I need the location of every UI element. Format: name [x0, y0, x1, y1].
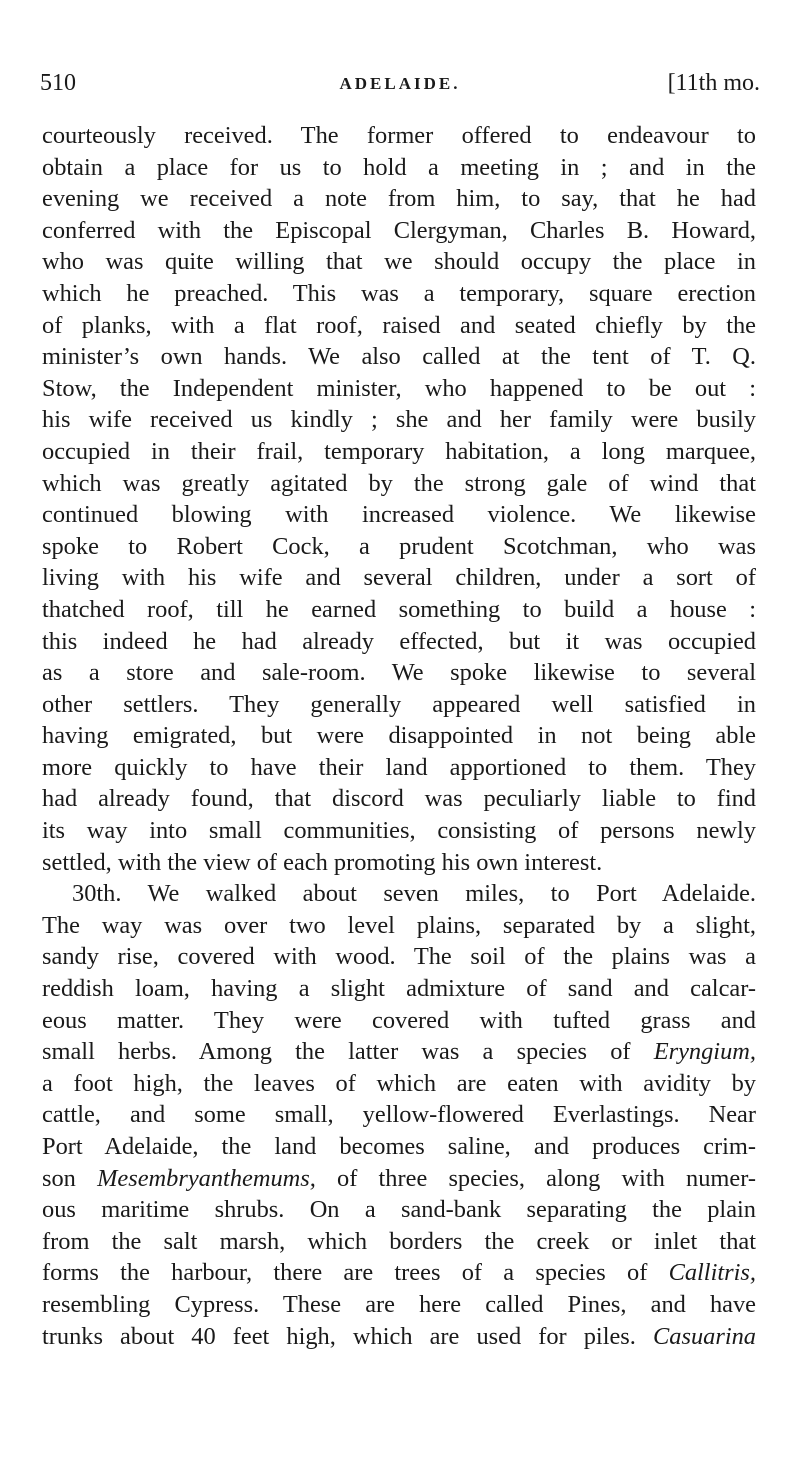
text-line: which he preached. This was a temporary, square erection	[42, 279, 756, 307]
text-run: son	[42, 1164, 98, 1192]
text-line: as a store and sale-room. We spoke likewise to several	[42, 659, 756, 687]
text-line: Port Adelaide, the land becomes saline, and produces crim-	[42, 1133, 756, 1160]
text-line: resembling Cypress. These are here called Pines, and have	[42, 1290, 756, 1318]
text-line: living with his wife and several children, under a sort of	[42, 564, 756, 592]
text-line: obtain a place for us to hold a meeting in ; and in the	[42, 153, 756, 181]
text-run: small herbs. Among the latter was a species of	[42, 1038, 654, 1066]
text-line: having emigrated, but were disappointed in not being able	[42, 722, 756, 750]
text-line: who was quite willing that we should occupy the place in	[42, 248, 756, 276]
text-line: occupied in their frail, temporary habitation, a long marquee,	[42, 437, 756, 465]
italic-term: Casuarina	[652, 1322, 756, 1350]
text-line	[42, 1257, 756, 1289]
text-line: evening we received a note from him, to say, that he had	[42, 185, 756, 213]
page-number: 510	[40, 70, 76, 96]
text-line: Stow, the Independent minister, who happened to be out :	[42, 374, 756, 402]
text-line: spoke to Robert Cock, a prudent Scotchman, who was	[42, 532, 756, 560]
text-line: 30th. We walked about seven miles, to Port Adelaide.	[72, 880, 756, 908]
text-line: this indeed he had already effected, but it was occupied	[42, 627, 756, 655]
text-line: its way into small communities, consisting of persons newly	[42, 817, 756, 845]
text-run: of three species, along with numer-	[315, 1164, 756, 1192]
text-line: reddish loam, having a slight admixture of sand and calcar-	[42, 975, 756, 1003]
text-line: sandy rise, covered with wood. The soil of the plains was a	[42, 943, 756, 971]
italic-term: Eryngium,	[653, 1038, 756, 1066]
text-line: courteously received. The former offered to endeavour to	[42, 122, 756, 149]
body-text	[42, 120, 756, 1352]
text-line: ous maritime shrubs. On a sand-bank separating the plain	[42, 1196, 756, 1224]
text-line	[42, 1163, 756, 1195]
text-run: trunks about 40 feet high, which are used for piles.	[42, 1322, 653, 1350]
text-line: his wife received us kindly ; she and her family were busily	[42, 406, 756, 434]
text-line: thatched roof, till he earned something to build a house :	[42, 595, 756, 623]
text-line: eous matter. They were covered with tufted grass and	[42, 1006, 756, 1034]
text-line: of planks, with a flat roof, raised and seated chiefly by the	[42, 311, 756, 339]
text-line: minister’s own hands. We also called at the tent of T. Q.	[42, 343, 756, 371]
italic-term: Mesembryanthemums,	[97, 1164, 316, 1192]
text-line: had already found, that discord was peculiarly liable to find	[42, 785, 756, 813]
text-line: other settlers. They generally appeared well satisfied in	[42, 690, 756, 718]
text-line	[42, 1321, 756, 1353]
text-line: The way was over two level plains, separated by a slight,	[42, 911, 756, 939]
running-date: [11th mo.	[667, 70, 760, 96]
italic-term: Callitris,	[668, 1259, 756, 1287]
text-line	[42, 1036, 756, 1068]
text-line: a foot high, the leaves of which are eaten with avidity by	[42, 1069, 756, 1097]
text-line: more quickly to have their land apportioned to them. They	[42, 753, 756, 781]
text-line: which was greatly agitated by the strong gale of wind that	[42, 469, 756, 497]
text-line: cattle, and some small, yellow-flowered Everlastings. Near	[42, 1101, 756, 1129]
running-title: ADELAIDE.	[339, 74, 461, 93]
text-line: from the salt marsh, which borders the creek or inlet that	[42, 1227, 756, 1255]
text-run: forms the harbour, there are trees of a species of	[42, 1259, 669, 1287]
text-line: settled, with the view of each promoting his own interest.	[42, 848, 603, 876]
text-line: conferred with the Episcopal Clergyman, Charles B. Howard,	[42, 216, 756, 244]
text-line: continued blowing with increased violence. We likewise	[42, 501, 756, 529]
running-head	[40, 70, 760, 104]
